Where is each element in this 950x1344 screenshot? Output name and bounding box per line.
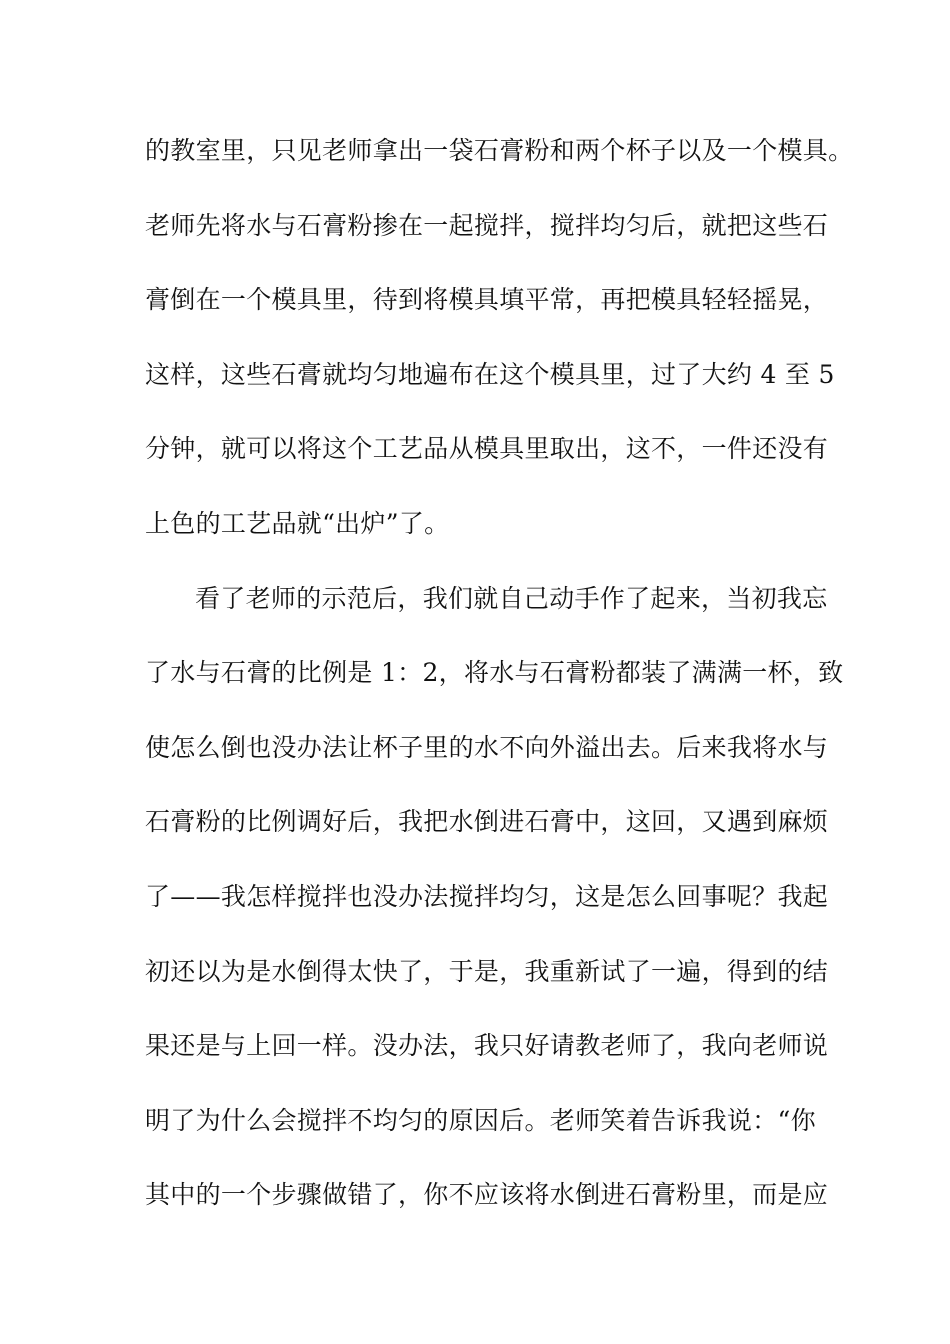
text-line-8: 了水与石膏的比例是 1：2，将水与石膏粉都装了满满一杯，致 <box>145 658 844 688</box>
text-line-3: 膏倒在一个模具里，待到将模具填平常，再把模具轻轻摇晃， <box>145 285 829 315</box>
text-line-6: 上色的工艺品就“出炉”了。 <box>145 508 450 538</box>
text-line-4: 这样，这些石膏就均匀地遍布在这个模具里，过了大约 4 至 5 <box>145 359 835 389</box>
text-line-11: 了——我怎样搅拌也没办法搅拌均匀，这是怎么回事呢？我起 <box>145 881 829 911</box>
text-line-2: 老师先将水与石膏粉掺在一起搅拌，搅拌均匀后，就把这些石 <box>145 210 829 240</box>
text-line-9: 使怎么倒也没办法让杯子里的水不向外溢出去。后来我将水与 <box>145 732 829 762</box>
text-line-14: 明了为什么会搅拌不均匀的原因后。老师笑着告诉我说：“你 <box>145 1105 816 1135</box>
text-line-5: 分钟，就可以将这个工艺品从模具里取出，这不，一件还没有 <box>145 434 829 464</box>
text-line-12: 初还以为是水倒得太快了，于是，我重新试了一遍，得到的结 <box>145 956 829 986</box>
text-line-15: 其中的一个步骤做错了，你不应该将水倒进石膏粉里，而是应 <box>145 1180 829 1210</box>
paragraph-start-line: 看了老师的示范后，我们就自己动手作了起来，当初我忘 <box>195 583 828 613</box>
text-line-10: 石膏粉的比例调好后，我把水倒进石膏中，这回，又遇到麻烦 <box>145 807 829 837</box>
text-line-1: 的教室里，只见老师拿出一袋石膏粉和两个杯子以及一个模具。 <box>145 136 854 165</box>
text-line-13: 果还是与上回一样。没办法，我只好请教老师了，我向老师说 <box>145 1031 829 1061</box>
body-text <box>145 126 854 1245</box>
